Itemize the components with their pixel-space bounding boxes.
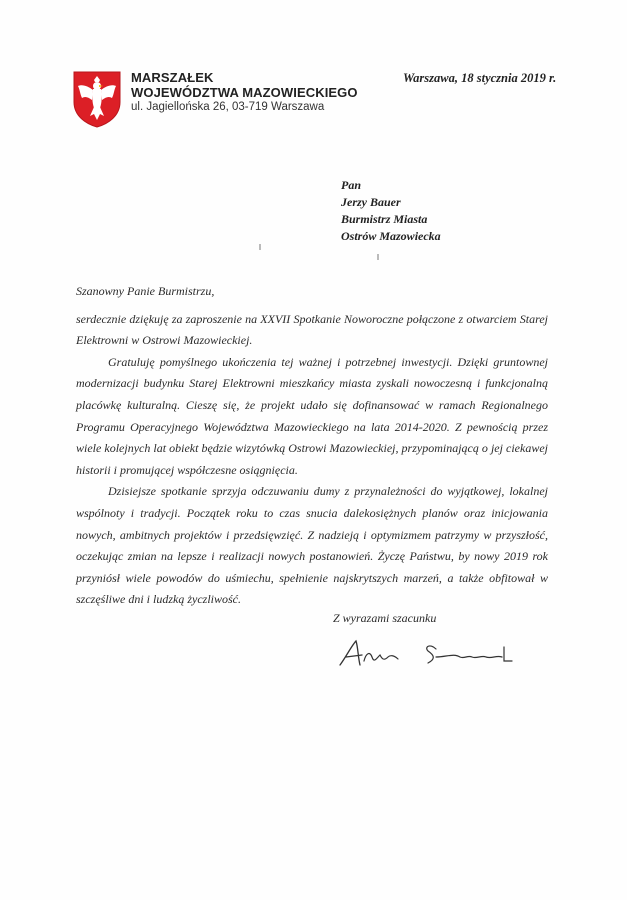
office-title: MARSZAŁEK xyxy=(131,70,214,85)
recipient-line-town: Ostrów Mazowiecka xyxy=(341,229,441,243)
office-subtitle: WOJEWÓDZTWA MAZOWIECKIEGO xyxy=(131,85,358,100)
scan-mark xyxy=(377,254,379,260)
body-paragraph: serdecznie dziękuję za zaproszenie na XXVII Spotkanie Noworoczne połączone z otwarciem Starej Elektrowni w Ostrowi Mazowieckiej. xyxy=(76,311,548,348)
body-paragraph: Gratuluję pomyślnego ukończenia tej ważnej i potrzebnej inwestycji. Dzięki gruntownej modernizacji budynku Starej Elektrowni mieszkańcy miasta zyskali nowoczesną i funkcjonalną placówkę kulturalną. Cieszę się, że projekt udało się dofinansować w ramach Regionalnego Programu Operacyjnego Województwa Mazowieckiego na lata 2014-2020. Z pewnością przez wiele kolejnych lat obiekt będzie wizytówką Ostrowi Mazowieckiej, przypominającą o jej ciekawej historii i promującej współczesne osiągnięcia. xyxy=(76,354,548,477)
letter-body xyxy=(76,281,548,611)
letter-date: Warszawa, 18 stycznia 2019 r. xyxy=(403,71,557,85)
recipient-line-title: Pan xyxy=(341,178,362,192)
body-paragraph: Dzisiejsze spotkanie sprzyja odczuwaniu dumy z przynależności do wyjątkowej, lokalnej wspólnoty i tradycji. Początek roku to czas snucia dalekosiężnych planów oraz inicjowania nowych, ambitnych projektów i przedsięwzięć. Z nadzieją i optymizmem patrzymy w przyszłość, oczekując zmian na lepsze i realizacji nowych postanowień. Życzę Państwu, by nowy 2019 rok przyniósł wiele powodów do uśmiechu, spełnienie najskrytszych marzeń, a także obfitował w szczęśliwe dni i ludzką życzliwość. xyxy=(76,484,548,607)
salutation: Szanowny Panie Burmistrzu, xyxy=(76,284,215,298)
signature xyxy=(336,635,526,671)
recipient-line-position: Burmistrz Miasta xyxy=(341,212,428,226)
closing-phrase: Z wyrazami szacunku xyxy=(333,611,437,625)
scan-mark xyxy=(259,244,261,250)
office-address: ul. Jagiellońska 26, 03-719 Warszawa xyxy=(131,101,325,113)
recipient-line-name: Jerzy Bauer xyxy=(341,195,401,209)
recipient-block xyxy=(341,177,441,245)
crest-icon xyxy=(72,70,122,128)
sender-block xyxy=(131,70,358,114)
